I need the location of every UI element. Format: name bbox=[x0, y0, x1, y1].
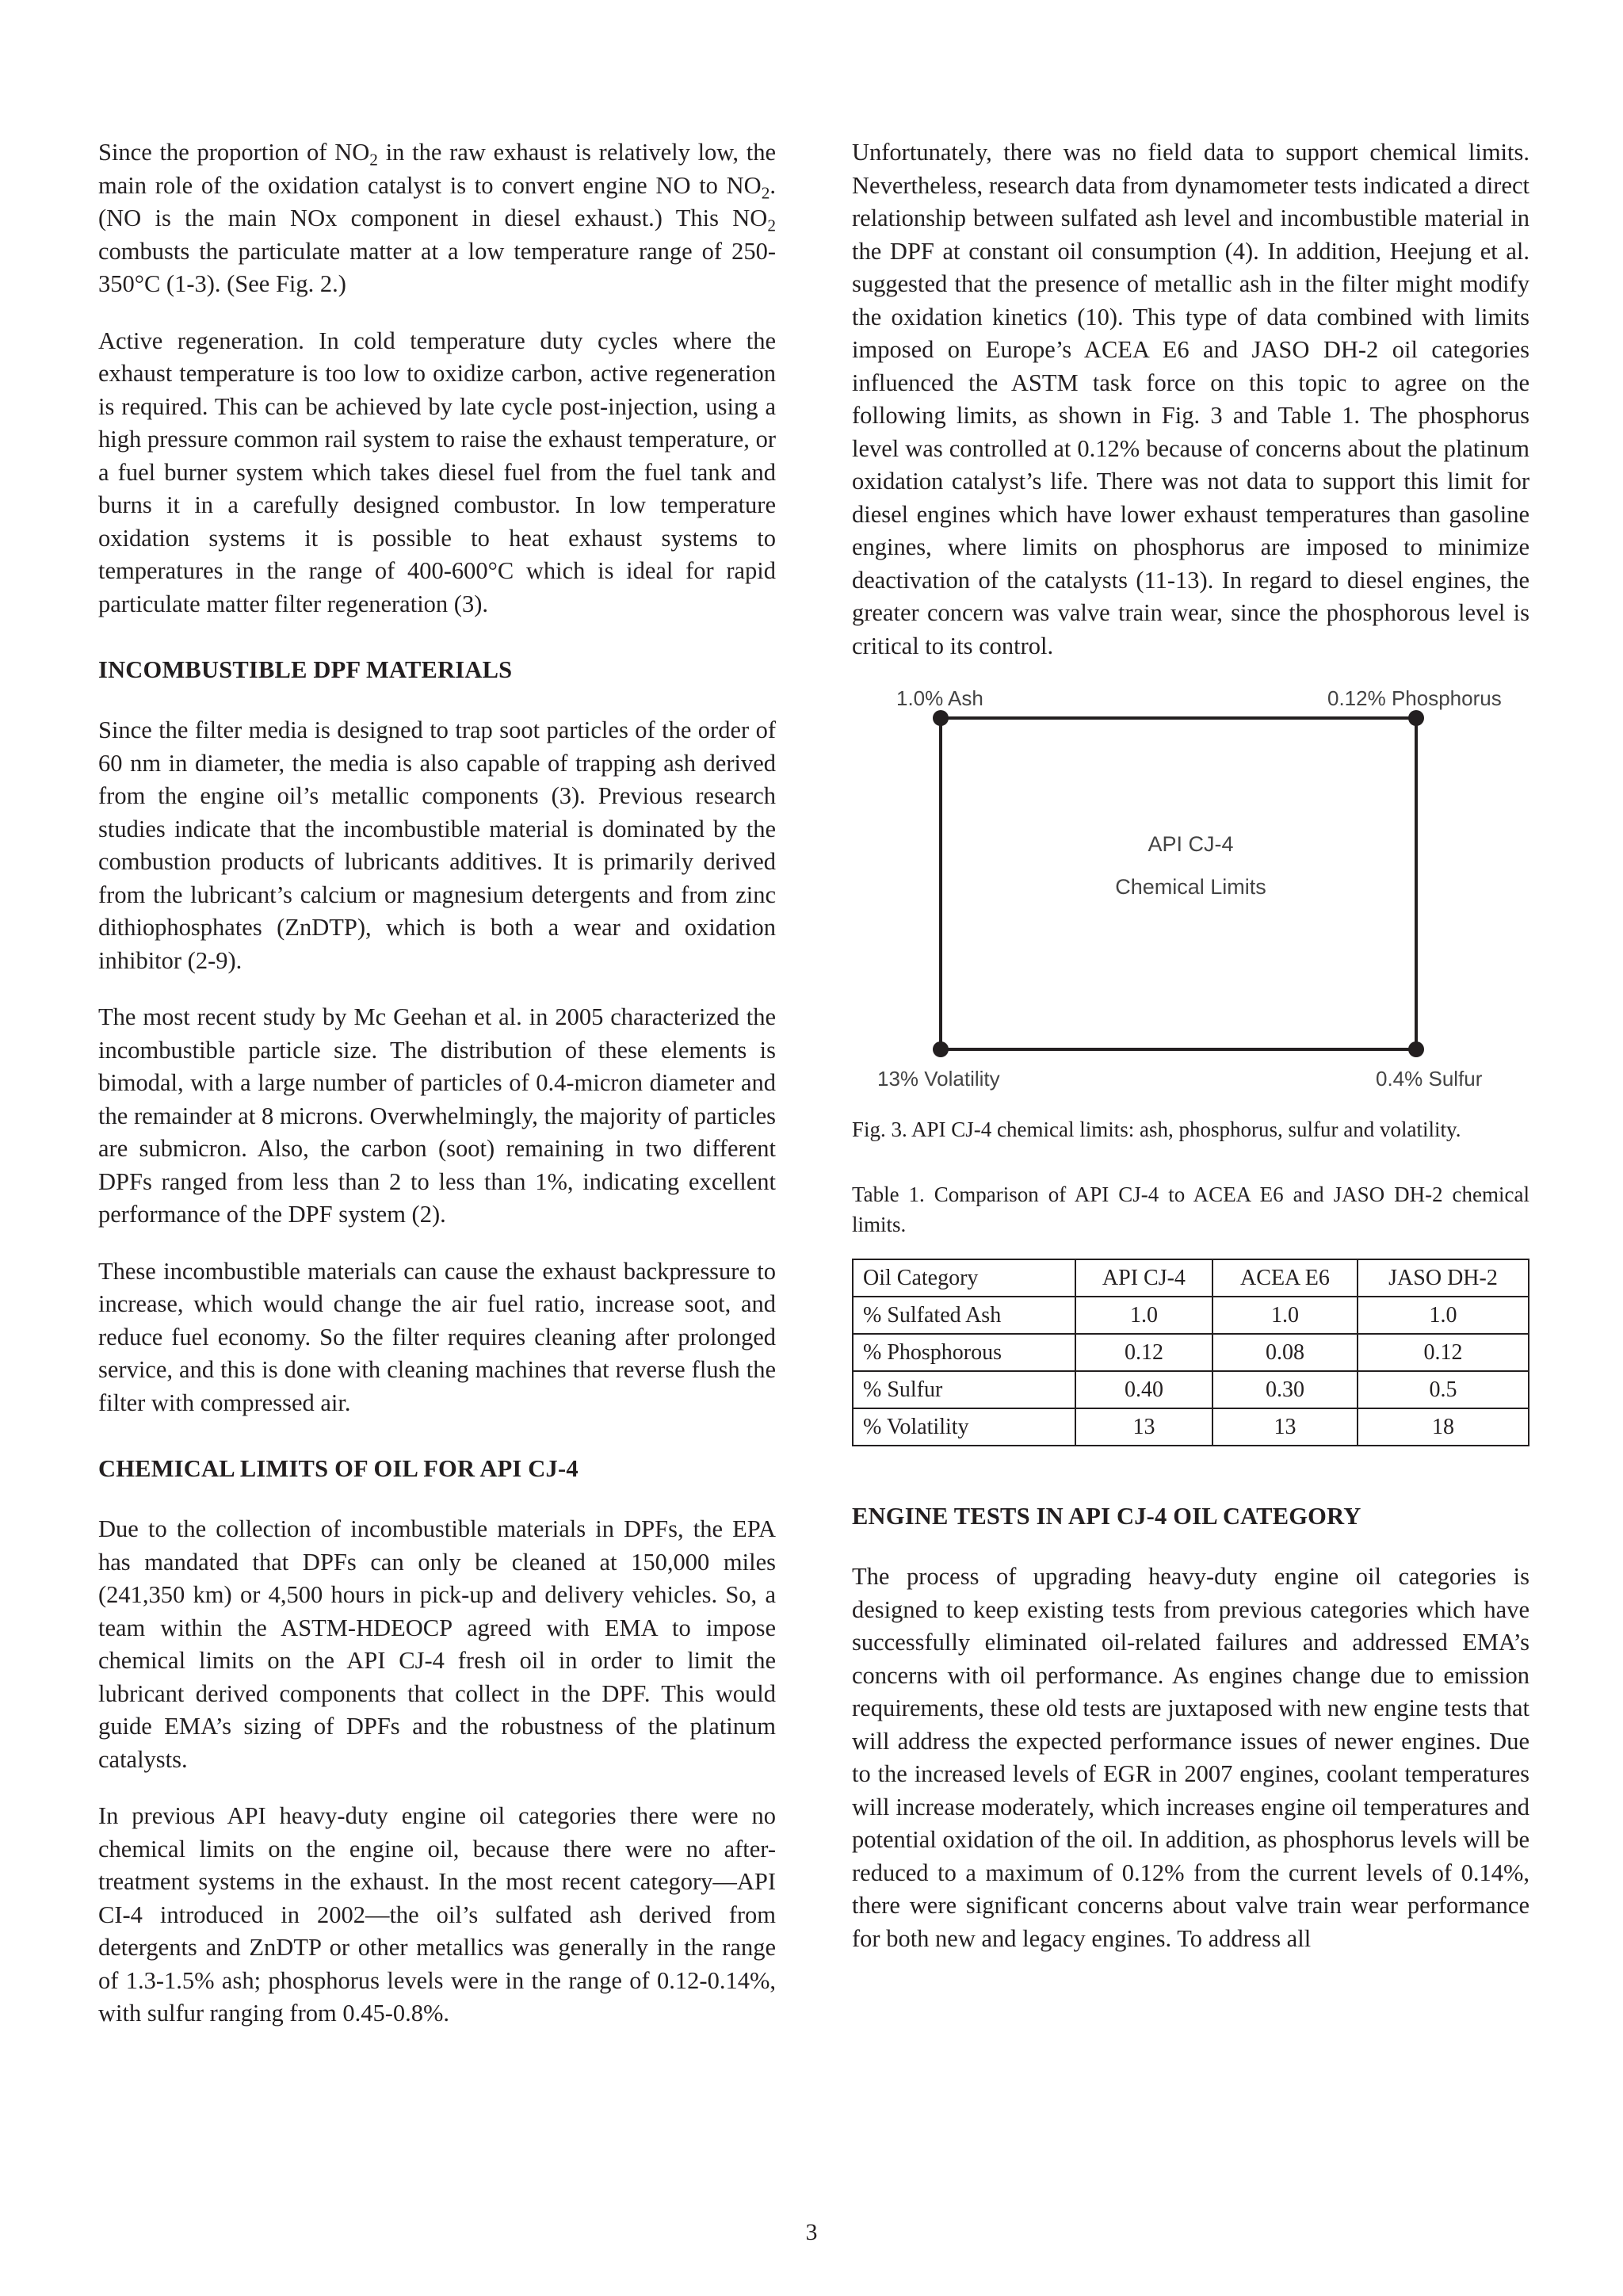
table-row bbox=[853, 1371, 1529, 1408]
table-row bbox=[853, 1297, 1529, 1334]
table-cell: 0.40 bbox=[1075, 1371, 1212, 1408]
paragraph-mcgeehan-study: The most recent study by Mc Geehan et al. in 2005 characterized the incombustible particle size. The distribution of these elements is bimodal, with a large number of particles of 0.4-micron diameter and the remainder at 8 microns. Overwhelmingly, the majority of particles are submicron. Also, the carbon (soot) remaining in two different DPFs ranged from less than 2 to less than 1%, indicating excellent performance of the DPF system (2). bbox=[98, 1003, 776, 1228]
paragraph-active-regeneration: Active regeneration. In cold temperature duty cycles where the exhaust temperature is too low to oxidize carbon, active regeneration is required. This can be achieved by late cycle post-injection, using a high pressure common rail system to raise the exhaust temperature, or a fuel burner system which takes diesel fuel from the fuel tank and burns it in a carefully designed combustor. In low temperature oxidation systems it is possible to heat exhaust systems to temperatures in the range of 400-600°C which is ideal for rapid particulate matter filter regeneration (3). bbox=[98, 327, 776, 617]
corner-dot-volatility bbox=[933, 1041, 949, 1057]
table-cell: 1.0 bbox=[1358, 1297, 1529, 1334]
comparison-table bbox=[852, 1259, 1529, 1446]
table-row bbox=[853, 1334, 1529, 1371]
right-column bbox=[852, 136, 1529, 1979]
label-sulfur: 0.4% Sulfur bbox=[1376, 1067, 1483, 1091]
table-cell: 0.12 bbox=[1075, 1334, 1212, 1371]
table-cell: 0.08 bbox=[1212, 1334, 1358, 1371]
table-cell: 1.0 bbox=[1212, 1297, 1358, 1334]
table-cell: % Phosphorous bbox=[853, 1334, 1075, 1371]
table-cell: 1.0 bbox=[1075, 1297, 1212, 1334]
paragraph-previous-categories: In previous API heavy-duty engine oil categories there were no chemical limits on the engine oil, because there were no after-treatment systems in the exhaust. In the most recent category—API CI-4 introduced in 2002—the oil’s sulfated ash derived from detergents and ZnDTP or other metallics was generally in the range of 1.3-1.5% ash; phosphorus levels were in the range of 0.12-0.14%, with sulfur ranging from 0.45-0.8%. bbox=[98, 1802, 776, 2027]
figure-caption: Fig. 3. API CJ-4 chemical limits: ash, phosphorus, sulfur and volatility. bbox=[852, 1117, 1461, 1141]
table-caption: Table 1. Comparison of API CJ-4 to ACEA E6 and JASO DH-2 chemical limits. bbox=[852, 1182, 1529, 1236]
table-cell: % Volatility bbox=[853, 1408, 1075, 1446]
page-number: 3 bbox=[805, 2219, 818, 2245]
table-header-cell: ACEA E6 bbox=[1212, 1259, 1358, 1297]
paragraph-upgrading-categories: The process of upgrading heavy-duty engine oil categories is designed to keep existing tests from previous categories which have successfully eliminated oil-related failures and addressed EMA’s concerns with oil performance. As engines change due to emission requirements, these old tests are juxtaposed with new engine tests that will address the expected performance issues of newer engines. Due to the increased levels of EGR in 2007 engines, coolant temperatures will increase moderately, which increases engine oil temperatures and potential oxidation of the oil. In addition, as phosphorus levels will be reduced to a maximum of 0.12% from the current levels of 0.14%, there were significant concerns about valve train wear performance for both new and legacy engines. To address all bbox=[852, 1563, 1529, 1952]
left-column bbox=[98, 136, 776, 2054]
table-cell: 13 bbox=[1212, 1408, 1358, 1446]
table-cell: 13 bbox=[1075, 1408, 1212, 1446]
table-cell: 0.5 bbox=[1358, 1371, 1529, 1408]
corner-dot-sulfur bbox=[1408, 1041, 1424, 1057]
table-cell: 18 bbox=[1358, 1408, 1529, 1446]
table-header-cell: API CJ-4 bbox=[1075, 1259, 1212, 1297]
label-phosphorus: 0.12% Phosphorus bbox=[1327, 686, 1502, 710]
table-cell: % Sulfur bbox=[853, 1371, 1075, 1408]
figure-3-chemical-limits bbox=[852, 686, 1529, 1091]
paragraph-no2-oxidation: Since the proportion of $NO_2$ in the raw exhaust is relatively low, the main role of the oxidation catalyst is to convert engine NO to $NO_2$. (NO is the main NOx component in diesel exhaust.) This $NO_2$ combusts the particulate matter at a low temperature range of 250-350°C (1-3). (See Fig. 2.) bbox=[98, 139, 776, 297]
heading-incombustible-dpf: INCOMBUSTIBLE DPF MATERIALS bbox=[98, 656, 513, 683]
label-volatility: 13% Volatility bbox=[877, 1067, 1000, 1091]
table-cell: 0.30 bbox=[1212, 1371, 1358, 1408]
corner-dot-phosphorus bbox=[1408, 710, 1424, 726]
figure-center-subtitle: Chemical Limits bbox=[1115, 875, 1266, 899]
heading-engine-tests: ENGINE TESTS IN API CJ-4 OIL CATEGORY bbox=[852, 1503, 1361, 1530]
table-cell: 0.12 bbox=[1358, 1334, 1529, 1371]
table-header-cell: Oil Category bbox=[853, 1259, 1075, 1297]
label-ash: 1.0% Ash bbox=[896, 686, 983, 710]
paragraph-epa-mandate: Due to the collection of incombustible materials in DPFs, the EPA has mandated that DPFs can only be cleaned at 150,000 miles (241,350 km) or 4,500 hours in pick-up and delivery vehicles. So, a team within the ASTM-HDEOCP agreed with EMA to impose chemical limits on the API CJ-4 fresh oil in order to limit the lubricant derived components that collect in the DPF. This would guide EMA’s sizing of DPFs and the robustness of the platinum catalysts. bbox=[98, 1515, 776, 1773]
corner-dot-ash bbox=[933, 710, 949, 726]
table-header-row bbox=[853, 1259, 1529, 1297]
table-header-cell: JASO DH-2 bbox=[1358, 1259, 1529, 1297]
paragraph-backpressure: These incombustible materials can cause the exhaust backpressure to increase, which would change the air fuel ratio, increase soot, and reduce fuel economy. So the filter requires cleaning after prolonged service, and this is done with cleaning machines that reverse flush the filter with compressed air. bbox=[98, 1257, 776, 1416]
paragraph-field-data: Unfortunately, there was no field data to support chemical limits. Nevertheless, research data from dynamometer tests indicated a direct relationship between sulfated ash level and incombustible material in the DPF at constant oil consumption (4). In addition, Heejung et al. suggested that the presence of metallic ash in the filter might modify the oxidation kinetics (10). This type of data combined with limits imposed on Europe’s ACEA E6 and JASO DH-2 oil categories influenced the ASTM task force on this topic to agree on the following limits, as shown in Fig. 3 and Table 1. The phosphorus level was controlled at 0.12% because of concerns about the platinum oxidation catalyst’s life. There was not data to support this limit for diesel engines which have lower exhaust temperatures than gasoline engines, where limits on phosphorus are imposed to minimize deactivation of the catalysts (11-13). In regard to diesel engines, the greater concern was valve train wear, since the phosphorous level is critical to its control. bbox=[852, 139, 1529, 659]
table-cell: % Sulfated Ash bbox=[853, 1297, 1075, 1334]
heading-chemical-limits: CHEMICAL LIMITS OF OIL FOR API CJ-4 bbox=[98, 1455, 579, 1482]
paragraph-filter-media: Since the filter media is designed to trap soot particles of the order of 60 nm in diameter, the media is also capable of trapping ash derived from the engine oil’s metallic components (3). Previous research studies indicate that the incombustible material is dominated by the combustion products of lubricants additives. It is primarily derived from the lubricant’s calcium or magnesium detergents and from zinc dithiophosphates (ZnDTP), which is both a wear and oxidation inhibitor (2-9). bbox=[98, 716, 776, 974]
figure-center-title: API CJ-4 bbox=[1148, 832, 1234, 856]
table-row bbox=[853, 1408, 1529, 1446]
